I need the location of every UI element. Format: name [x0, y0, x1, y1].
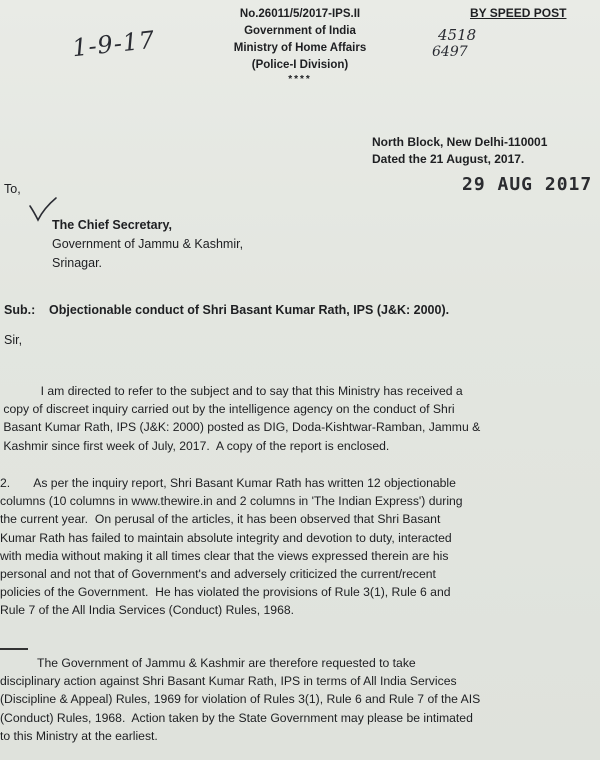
- letterhead: [200, 6, 400, 86]
- handwritten-date: 1-9-17: [70, 25, 157, 63]
- paragraph-line: Rule 7 of the All India Services (Conduct) Rules, 1968.: [0, 603, 295, 618]
- paragraph-line: disciplinary action against Shri Basant Kumar Rath, IPS in terms of All India Services: [0, 674, 457, 689]
- sender-address: [372, 134, 547, 168]
- sender-location: North Block, New Delhi-110001: [372, 135, 548, 149]
- letter-dated: Dated the 21 August, 2017.: [372, 152, 525, 166]
- paragraph-line: Kumar Rath has failed to maintain absolute integrity and devotion to duty, interacted: [0, 530, 452, 545]
- paragraph-line: copy of discreet inquiry carried out by the intelligence agency on the conduct of Shri: [0, 402, 455, 417]
- subject-text: Objectionable conduct of Shri Basant Kumar Rath, IPS (J&K: 2000).: [49, 303, 450, 317]
- paragraph-line: (Conduct) Rules, 1968. Action taken by the State Government may please be intimated: [0, 710, 473, 725]
- paragraph-line: Kashmir since first week of July, 2017. A copy of the report is enclosed.: [0, 438, 390, 453]
- paragraph-line: to this Ministry at the earliest.: [0, 728, 158, 743]
- subject-line: [4, 303, 449, 317]
- paragraph-line: columns (10 columns in www.thewire.in and 2 columns in 'The Indian Express') during: [0, 494, 463, 509]
- paragraph-line: The Government of Jammu & Kashmir are therefore requested to take: [0, 656, 416, 670]
- paragraph-line: the current year. On perusal of the articles, it has been observed that Shri Basant: [0, 512, 441, 527]
- paragraph-line: personal and not that of Government's and adversely criticized the current/recent: [0, 567, 436, 582]
- speed-post-label: BY SPEED POST: [470, 6, 567, 20]
- handwritten-number-top: 4518: [438, 26, 477, 44]
- margin-rule: [0, 648, 28, 650]
- paragraph-line: with media without making it all times clear that the views expressed therein are his: [0, 548, 449, 563]
- paragraph-line: policies of the Government. He has violated the provisions of Rule 3(1), Rule 6 and: [0, 585, 451, 600]
- header-stars: ****: [288, 74, 312, 85]
- handwritten-number-bottom: 6497: [432, 44, 468, 60]
- government-name: Government of India: [244, 25, 356, 37]
- paragraph-line: (Discipline & Appeal) Rules, 1969 for violation of Rules 3(1), Rule 6 and Rule 7 of the AIS: [0, 692, 481, 707]
- reference-number: No.26011/5/2017-IPS.II: [239, 8, 361, 20]
- paragraph-3: [0, 654, 596, 745]
- ministry-name: Ministry of Home Affairs: [233, 42, 367, 54]
- received-date-stamp: 29 AUG 2017: [462, 174, 593, 195]
- recipient-line: Srinagar.: [52, 256, 103, 270]
- to-label: To,: [4, 182, 21, 196]
- paragraph-line: Basant Kumar Rath, IPS (J&K: 2000) posted as DIG, Doda-Kishtwar-Ramban, Jammu &: [0, 420, 481, 435]
- recipient-address: [52, 216, 243, 273]
- subject-label: Sub.:: [4, 303, 36, 317]
- paragraph-line: I am directed to refer to the subject and to say that this Ministry has received a: [0, 384, 463, 398]
- salutation: Sir,: [4, 333, 23, 347]
- paragraph-2: [0, 474, 596, 620]
- paragraph-line: 2. As per the inquiry report, Shri Basant Kumar Rath has written 12 objectionable: [0, 476, 456, 490]
- recipient-line: The Chief Secretary,: [52, 218, 172, 232]
- recipient-line: Government of Jammu & Kashmir,: [52, 237, 244, 251]
- paragraph-1: [0, 382, 596, 455]
- division-name: (Police-I Division): [251, 59, 349, 71]
